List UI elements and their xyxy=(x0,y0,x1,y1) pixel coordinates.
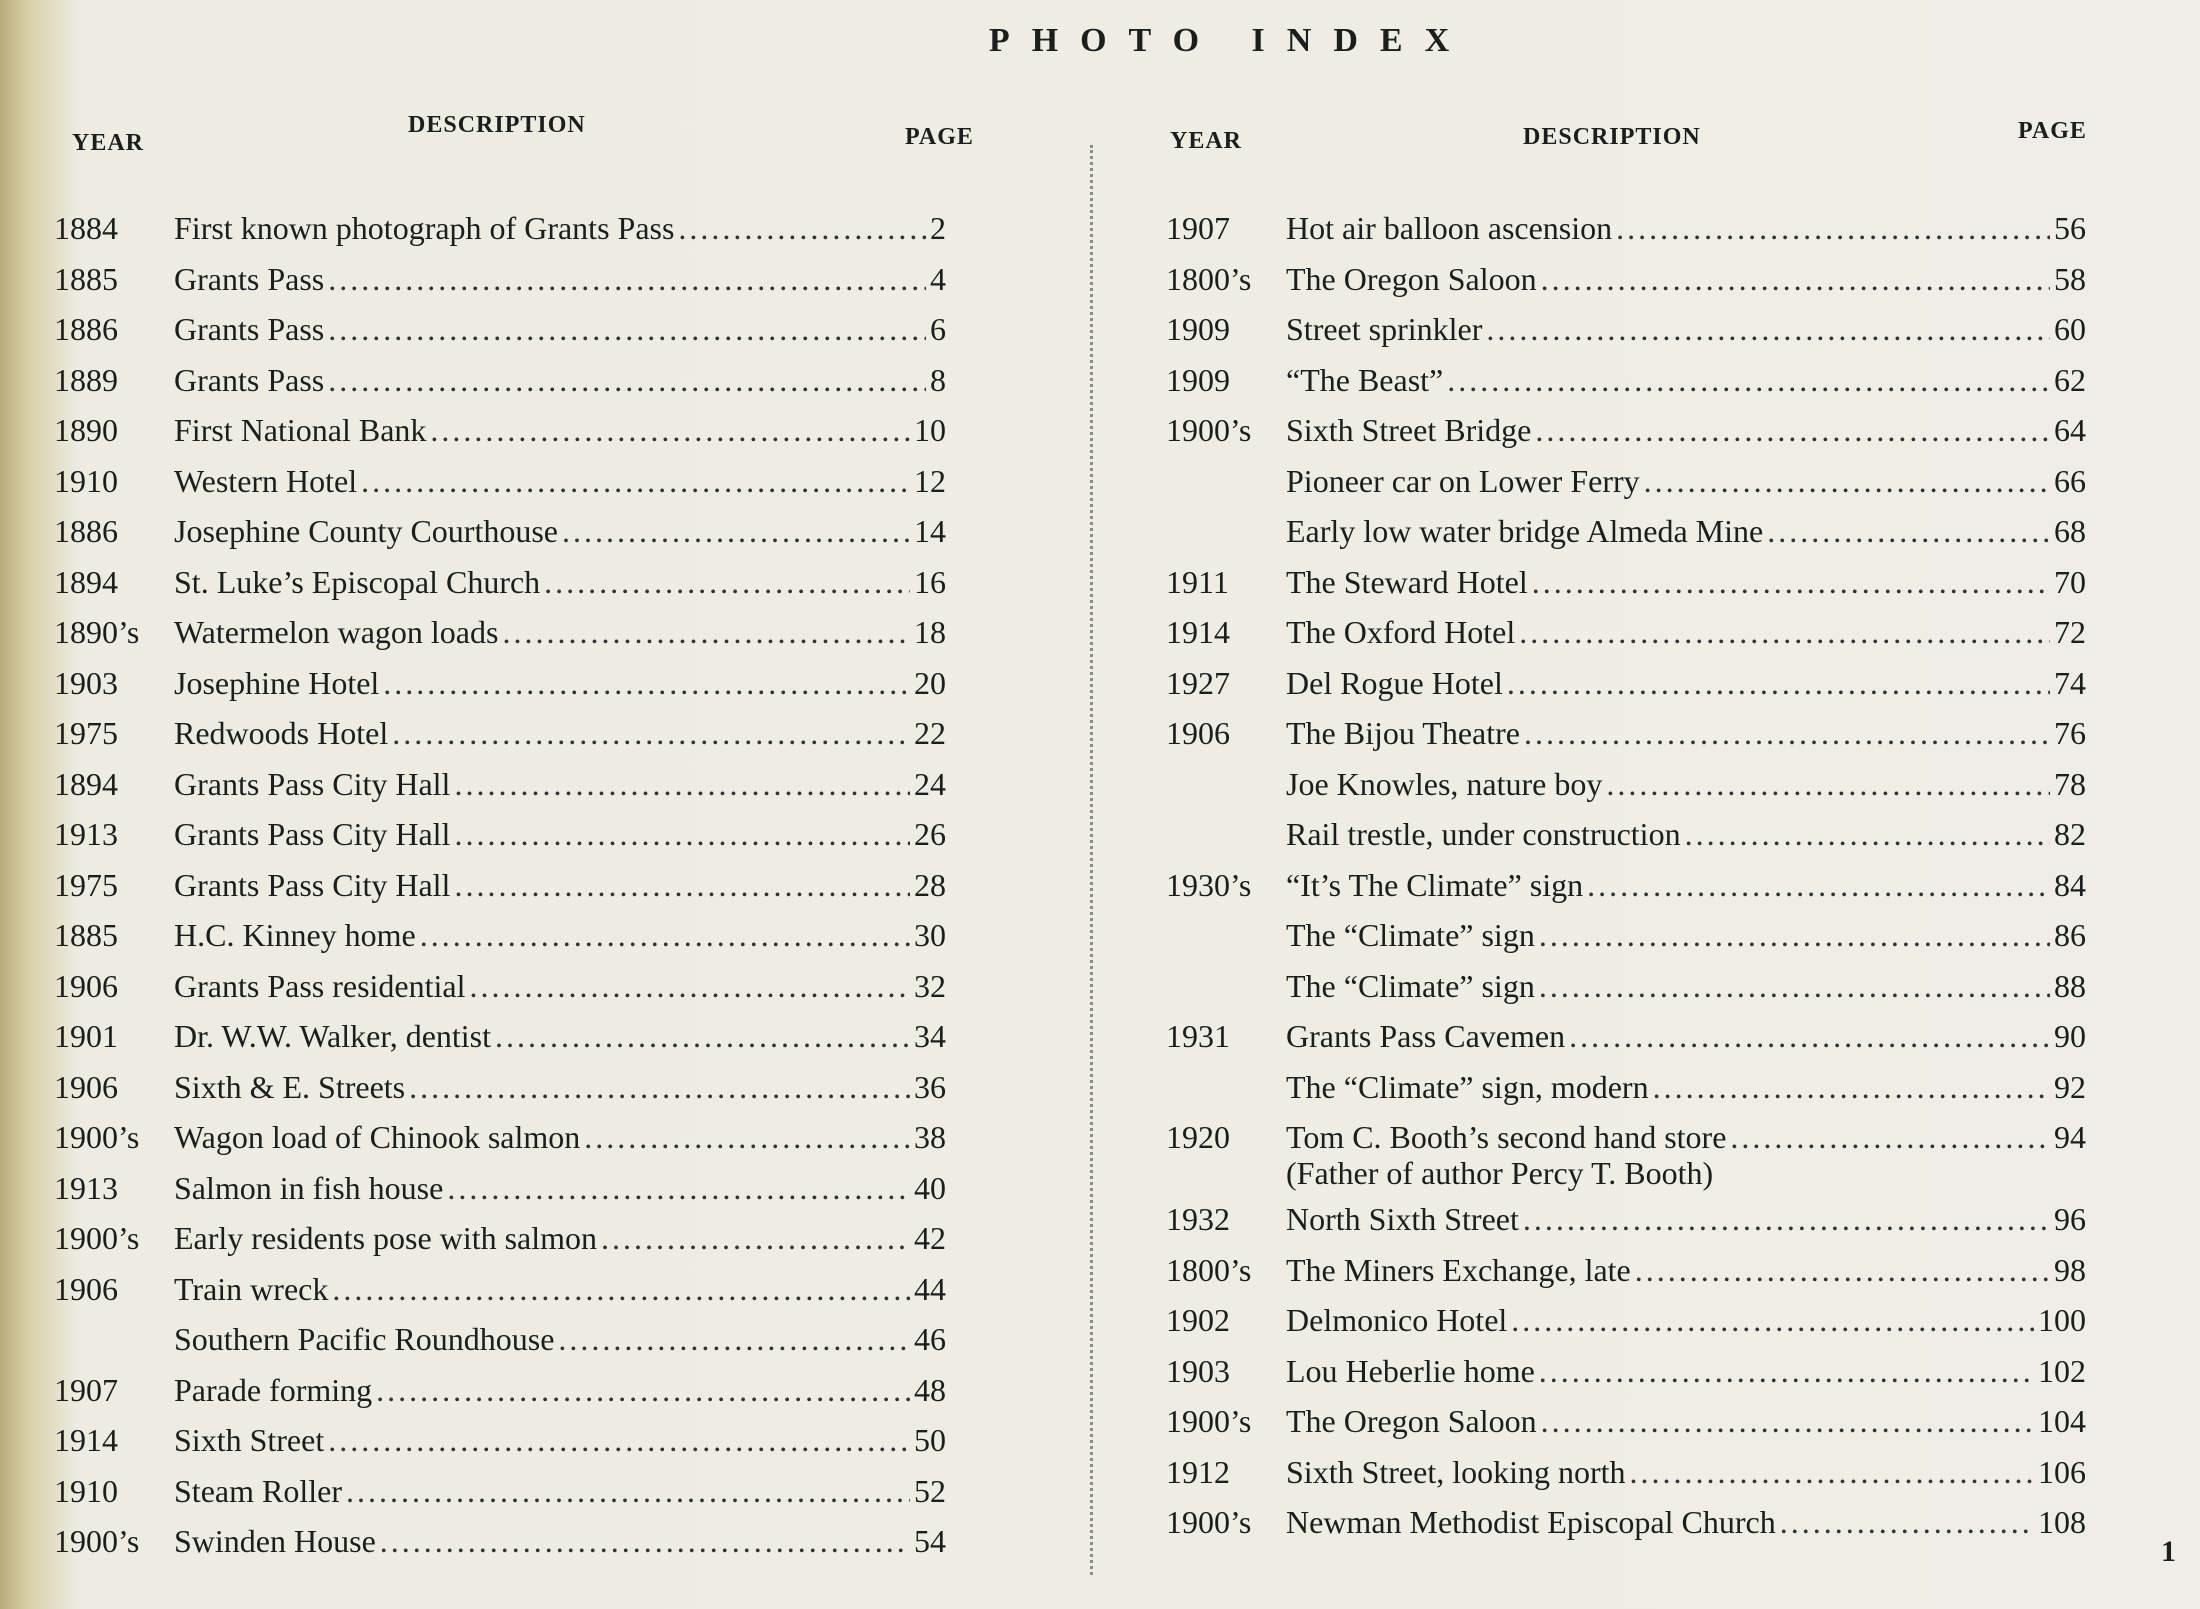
dot-leader xyxy=(1539,919,2050,951)
index-entry xyxy=(54,765,946,802)
entry-year: 1914 xyxy=(1166,614,1230,650)
entry-page: 78 xyxy=(2054,765,2086,802)
entry-subline: (Father of author Percy T. Booth) xyxy=(1286,1155,1714,1191)
dot-leader xyxy=(454,869,910,901)
dot-leader xyxy=(328,313,926,345)
entry-description: H.C. Kinney home xyxy=(174,917,416,953)
dot-leader xyxy=(346,1475,910,1507)
entry-description: Watermelon wagon loads xyxy=(174,614,499,650)
entry-description: Grants Pass Cavemen xyxy=(1286,1018,1566,1054)
entry-page: 52 xyxy=(914,1472,946,1509)
dot-leader xyxy=(1507,667,2050,699)
dot-leader xyxy=(328,1424,910,1456)
entry-year: 1906 xyxy=(54,1270,118,1307)
index-entry xyxy=(54,866,946,903)
dot-leader xyxy=(584,1121,910,1153)
entry-year: 1920 xyxy=(1166,1119,1230,1155)
entry-description: First known photograph of Grants Pass xyxy=(174,210,675,246)
entry-description: Western Hotel xyxy=(174,462,358,499)
entry-year: 1900’s xyxy=(54,1119,140,1155)
entry-year: 1890 xyxy=(54,412,118,448)
dot-leader xyxy=(1523,1203,2050,1235)
index-entry xyxy=(54,1020,946,1052)
index-entry xyxy=(1166,1121,2086,1189)
dot-leader xyxy=(1447,364,2050,396)
left-year-header: YEAR xyxy=(72,130,145,156)
index-entry xyxy=(1166,1068,2086,1105)
entry-page: 62 xyxy=(2054,361,2086,398)
index-entry xyxy=(1166,462,2086,499)
entry-year: 1913 xyxy=(54,1169,118,1206)
dot-leader xyxy=(558,1323,910,1355)
entry-description: Grants Pass xyxy=(174,260,325,297)
entry-page: 90 xyxy=(2054,1018,2086,1054)
entry-description: Josephine County Courthouse xyxy=(174,513,558,549)
index-entry xyxy=(1166,414,2086,446)
dot-leader xyxy=(1653,1071,2050,1103)
index-entry xyxy=(1166,515,2086,547)
entry-page: 26 xyxy=(914,816,946,852)
entry-page: 100 xyxy=(2038,1302,2086,1338)
dot-leader xyxy=(1644,465,2050,497)
entry-description: The Miners Exchange, late xyxy=(1286,1251,1631,1288)
entry-description: Wagon load of Chinook salmon xyxy=(174,1119,581,1155)
dot-leader xyxy=(420,919,910,951)
entry-description: Sixth Street Bridge xyxy=(1286,412,1532,448)
index-entry xyxy=(54,1323,946,1355)
dot-leader xyxy=(454,768,910,800)
dot-leader xyxy=(1532,566,2050,598)
entry-description: Early residents pose with salmon xyxy=(174,1220,598,1256)
entry-year: 1800’s xyxy=(1166,1251,1252,1288)
entry-year: 1910 xyxy=(54,1472,118,1509)
index-entry xyxy=(54,414,946,446)
entry-description: Tom C. Booth’s second hand store xyxy=(1286,1119,1727,1155)
entry-page: 76 xyxy=(2054,715,2086,751)
entry-page: 84 xyxy=(2054,866,2086,903)
entry-description: Train wreck xyxy=(174,1270,329,1307)
entry-description: Sixth Street xyxy=(174,1422,325,1458)
index-entry xyxy=(54,967,946,1004)
entry-description: North Sixth Street xyxy=(1286,1201,1519,1237)
entry-page: 40 xyxy=(914,1169,946,1206)
entry-description: Steam Roller xyxy=(174,1472,342,1509)
entry-page: 10 xyxy=(914,412,946,448)
index-entry xyxy=(54,313,946,345)
entry-page: 56 xyxy=(2054,210,2086,246)
column-divider xyxy=(1090,145,1093,1575)
index-entry xyxy=(1166,1453,2086,1490)
index-entry xyxy=(54,462,946,499)
index-entry xyxy=(54,1222,946,1254)
index-entry xyxy=(1166,1506,2086,1538)
entry-description: The “Climate” sign xyxy=(1286,917,1535,953)
entry-year: 1903 xyxy=(1166,1352,1230,1389)
entry-year: 1885 xyxy=(54,260,118,297)
entry-page: 4 xyxy=(930,260,946,297)
page-title: PHOTO INDEX xyxy=(988,22,1472,59)
dot-leader xyxy=(361,465,910,497)
entry-description: Dr. W.W. Walker, dentist xyxy=(174,1018,492,1054)
dot-leader xyxy=(1541,263,2050,295)
entry-year: 1886 xyxy=(54,513,118,549)
entry-description: Redwoods Hotel xyxy=(174,715,389,751)
dot-leader xyxy=(409,1071,910,1103)
entry-description: Grants Pass xyxy=(174,311,325,347)
index-entry xyxy=(54,1525,946,1557)
entry-page: 24 xyxy=(914,765,946,802)
entry-page: 64 xyxy=(2054,412,2086,448)
entry-year: 1884 xyxy=(54,210,118,246)
entry-description: Swinden House xyxy=(174,1523,376,1559)
entry-description: Pioneer car on Lower Ferry xyxy=(1286,462,1640,499)
index-entry xyxy=(1166,717,2086,749)
entry-description: Sixth & E. Streets xyxy=(174,1068,406,1105)
entry-year: 1932 xyxy=(1166,1201,1230,1237)
dot-leader xyxy=(1685,818,2050,850)
entry-description: Grants Pass xyxy=(174,361,325,398)
entry-description: Early low water bridge Almeda Mine xyxy=(1286,513,1764,549)
index-entry xyxy=(1166,1020,2086,1052)
dot-leader xyxy=(495,1020,910,1052)
index-entry xyxy=(54,563,946,600)
index-entry xyxy=(1166,967,2086,1004)
entry-year: 1901 xyxy=(54,1018,118,1054)
entry-page: 12 xyxy=(914,462,946,499)
entry-description: The Steward Hotel xyxy=(1286,563,1528,600)
index-entry xyxy=(1166,212,2086,244)
index-entry xyxy=(54,616,946,648)
entry-description: The Oregon Saloon xyxy=(1286,260,1537,297)
index-entry xyxy=(54,212,946,244)
entry-description: Grants Pass City Hall xyxy=(174,866,451,903)
entry-description: Rail trestle, under construction xyxy=(1286,816,1681,852)
entry-page: 50 xyxy=(914,1422,946,1458)
entry-page: 34 xyxy=(914,1018,946,1054)
dot-leader xyxy=(544,566,910,598)
index-entry xyxy=(54,1169,946,1206)
index-entry xyxy=(1166,1352,2086,1389)
dot-leader xyxy=(502,616,910,648)
entry-description: Del Rogue Hotel xyxy=(1286,664,1503,701)
entry-year: 1903 xyxy=(54,664,118,701)
entry-year: 1907 xyxy=(54,1371,118,1408)
entry-page: 106 xyxy=(2038,1453,2086,1490)
dot-leader xyxy=(1535,414,2050,446)
index-entry xyxy=(54,1121,946,1153)
dot-leader xyxy=(1569,1020,2050,1052)
entry-year: 1906 xyxy=(54,967,118,1004)
index-entry xyxy=(54,1371,946,1408)
index-entry xyxy=(1166,664,2086,701)
entry-page: 68 xyxy=(2054,513,2086,549)
index-entry xyxy=(54,515,946,547)
entry-year: 1900’s xyxy=(1166,412,1252,448)
entry-year: 1913 xyxy=(54,816,118,852)
dot-leader xyxy=(601,1222,910,1254)
entry-year: 1902 xyxy=(1166,1302,1230,1338)
entry-page: 42 xyxy=(914,1220,946,1256)
entry-year: 1894 xyxy=(54,563,118,600)
entry-description: “It’s The Climate” sign xyxy=(1286,866,1584,903)
entry-description: Josephine Hotel xyxy=(174,664,380,701)
dot-leader xyxy=(454,818,910,850)
entry-page: 14 xyxy=(914,513,946,549)
dot-leader xyxy=(1606,768,2050,800)
index-entry xyxy=(54,818,946,850)
entry-page: 30 xyxy=(914,917,946,953)
entry-page: 70 xyxy=(2054,563,2086,600)
entry-description: Southern Pacific Roundhouse xyxy=(174,1321,555,1357)
index-entry xyxy=(54,1424,946,1456)
index-entry xyxy=(54,260,946,297)
entry-page: 8 xyxy=(930,361,946,398)
dot-leader xyxy=(447,1172,910,1204)
entry-description: Grants Pass residential xyxy=(174,967,466,1004)
index-entry xyxy=(1166,1203,2086,1235)
entry-page: 72 xyxy=(2054,614,2086,650)
dot-leader xyxy=(1767,515,2050,547)
left-page-header: PAGE xyxy=(905,124,974,150)
entry-page: 86 xyxy=(2054,917,2086,953)
dot-leader xyxy=(678,212,926,244)
index-entry xyxy=(54,717,946,749)
entry-page: 58 xyxy=(2054,260,2086,297)
entry-page: 88 xyxy=(2054,967,2086,1004)
entry-page: 46 xyxy=(914,1321,946,1357)
entry-description: The Oregon Saloon xyxy=(1286,1403,1537,1439)
entry-description: Salmon in fish house xyxy=(174,1169,444,1206)
index-entry xyxy=(54,361,946,398)
dot-leader xyxy=(1630,1456,2034,1488)
dot-leader xyxy=(1539,1355,2034,1387)
entry-year: 1885 xyxy=(54,917,118,953)
entry-year: 1886 xyxy=(54,311,118,347)
index-entry xyxy=(1166,866,2086,903)
entry-year: 1975 xyxy=(54,715,118,751)
entry-page: 60 xyxy=(2054,311,2086,347)
entry-year: 1912 xyxy=(1166,1453,1230,1490)
entry-page: 98 xyxy=(2054,1251,2086,1288)
entry-page: 44 xyxy=(914,1270,946,1307)
entry-year: 1910 xyxy=(54,462,118,499)
dot-leader xyxy=(1486,313,2050,345)
entry-description: Lou Heberlie home xyxy=(1286,1352,1535,1389)
index-entry xyxy=(1166,616,2086,648)
index-entry xyxy=(1166,919,2086,951)
dot-leader xyxy=(376,1374,910,1406)
entry-description: Delmonico Hotel xyxy=(1286,1302,1508,1338)
entry-page: 2 xyxy=(930,210,946,246)
entry-description: “The Beast” xyxy=(1286,361,1444,398)
entry-description: The Bijou Theatre xyxy=(1286,715,1520,751)
entry-year: 1894 xyxy=(54,765,118,802)
dot-leader xyxy=(1730,1121,2050,1153)
index-entry xyxy=(54,664,946,701)
entry-year: 1900’s xyxy=(54,1523,140,1559)
entry-description: St. Luke’s Episcopal Church xyxy=(174,563,541,600)
index-entry xyxy=(1166,765,2086,802)
entry-page: 18 xyxy=(914,614,946,650)
entry-description: Street sprinkler xyxy=(1286,311,1483,347)
dot-leader xyxy=(392,717,910,749)
entry-year: 1911 xyxy=(1166,563,1229,600)
left-description-header: DESCRIPTION xyxy=(408,112,586,138)
dot-leader xyxy=(562,515,910,547)
entry-description: Grants Pass City Hall xyxy=(174,816,451,852)
entry-year: 1931 xyxy=(1166,1018,1230,1054)
entry-page: 94 xyxy=(2054,1119,2086,1155)
entry-page: 54 xyxy=(914,1523,946,1559)
dot-leader xyxy=(383,667,910,699)
dot-leader xyxy=(1511,1304,2034,1336)
dot-leader xyxy=(1780,1506,2034,1538)
right-description-header: DESCRIPTION xyxy=(1523,124,1701,150)
entry-page: 92 xyxy=(2054,1068,2086,1105)
index-entry xyxy=(54,1270,946,1307)
entry-year: 1927 xyxy=(1166,664,1230,701)
entry-page: 38 xyxy=(914,1119,946,1155)
dot-leader xyxy=(1524,717,2050,749)
entry-page: 16 xyxy=(914,563,946,600)
entry-page: 32 xyxy=(914,967,946,1004)
entry-page: 82 xyxy=(2054,816,2086,852)
entry-year: 1909 xyxy=(1166,361,1230,398)
entry-year: 1914 xyxy=(54,1422,118,1458)
entry-year: 1930’s xyxy=(1166,866,1252,903)
index-entry xyxy=(1166,313,2086,345)
entry-page: 74 xyxy=(2054,664,2086,701)
entry-description: Joe Knowles, nature boy xyxy=(1286,765,1603,802)
entry-description: First National Bank xyxy=(174,412,427,448)
entry-page: 22 xyxy=(914,715,946,751)
index-entry xyxy=(1166,361,2086,398)
entry-page: 36 xyxy=(914,1068,946,1105)
entry-description: The “Climate” sign, modern xyxy=(1286,1068,1649,1105)
entry-year: 1907 xyxy=(1166,210,1230,246)
dot-leader xyxy=(328,263,926,295)
page-number: 1 xyxy=(2161,1535,2176,1568)
entry-year: 1900’s xyxy=(1166,1403,1252,1439)
dot-leader xyxy=(1616,212,2050,244)
index-entry xyxy=(1166,1405,2086,1437)
entry-year: 1900’s xyxy=(1166,1504,1252,1540)
index-entry xyxy=(54,1068,946,1105)
dot-leader xyxy=(380,1525,910,1557)
entry-year: 1900’s xyxy=(54,1220,140,1256)
entry-page: 108 xyxy=(2038,1504,2086,1540)
dot-leader xyxy=(332,1273,910,1305)
entry-description: The Oxford Hotel xyxy=(1286,614,1516,650)
dot-leader xyxy=(1539,970,2050,1002)
index-entry xyxy=(1166,1304,2086,1336)
right-page-header: PAGE xyxy=(2018,118,2087,144)
dot-leader xyxy=(430,414,910,446)
dot-leader xyxy=(328,364,926,396)
entry-page: 102 xyxy=(2038,1352,2086,1389)
entry-page: 96 xyxy=(2054,1201,2086,1237)
entry-year: 1906 xyxy=(54,1068,118,1105)
index-entry xyxy=(1166,1251,2086,1288)
entry-year: 1906 xyxy=(1166,715,1230,751)
entry-page: 6 xyxy=(930,311,946,347)
index-entry xyxy=(54,919,946,951)
dot-leader xyxy=(470,970,911,1002)
entry-year: 1800’s xyxy=(1166,260,1252,297)
dot-leader xyxy=(1587,869,2050,901)
entry-year: 1890’s xyxy=(54,614,140,650)
entry-description: Newman Methodist Episcopal Church xyxy=(1286,1504,1776,1540)
entry-description: The “Climate” sign xyxy=(1286,967,1535,1004)
dot-leader xyxy=(1541,1405,2034,1437)
entry-year: 1909 xyxy=(1166,311,1230,347)
index-entry xyxy=(54,1472,946,1509)
right-year-header: YEAR xyxy=(1170,128,1243,154)
dot-leader xyxy=(1635,1254,2050,1286)
right-index-column xyxy=(1166,212,2086,1557)
entry-description: Sixth Street, looking north xyxy=(1286,1453,1626,1490)
entry-year: 1975 xyxy=(54,866,118,903)
entry-page: 28 xyxy=(914,866,946,903)
entry-page: 104 xyxy=(2038,1403,2086,1439)
entry-page: 48 xyxy=(914,1371,946,1408)
left-index-column xyxy=(54,212,946,1576)
dot-leader xyxy=(1519,616,2050,648)
entry-description: Hot air balloon ascension xyxy=(1286,210,1613,246)
index-entry xyxy=(1166,818,2086,850)
entry-description: Parade forming xyxy=(174,1371,373,1408)
entry-page: 66 xyxy=(2054,462,2086,499)
entry-year: 1889 xyxy=(54,361,118,398)
entry-description: Grants Pass City Hall xyxy=(174,765,451,802)
index-entry xyxy=(1166,563,2086,600)
index-entry xyxy=(1166,260,2086,297)
entry-page: 20 xyxy=(914,664,946,701)
